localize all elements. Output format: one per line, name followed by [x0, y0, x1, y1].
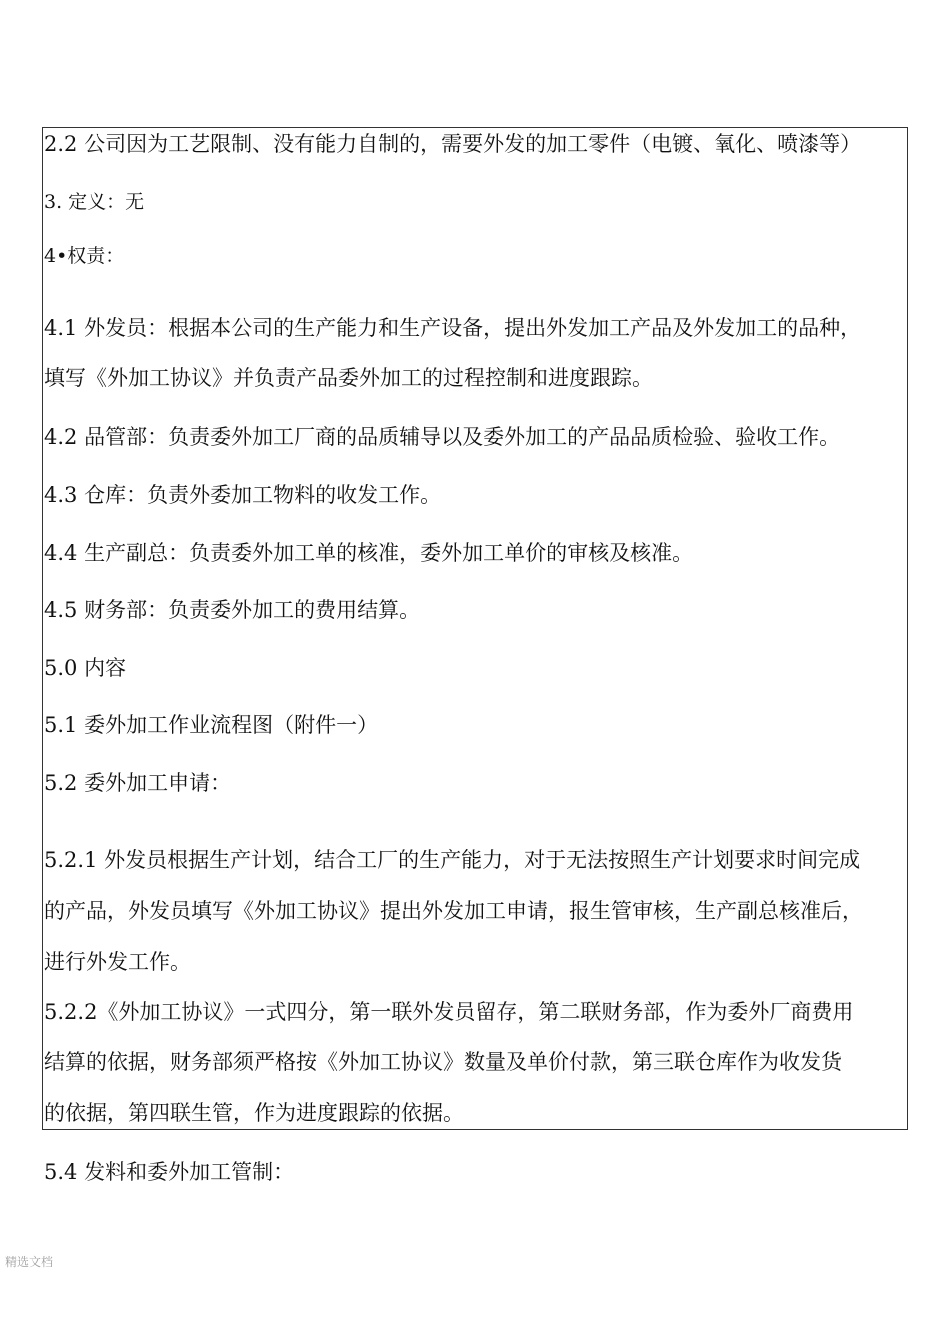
- clause-2-2: 2.2 公司因为工艺限制、没有能力自制的，需要外发的加工零件（电镀、氧化、喷漆等）: [44, 132, 862, 156]
- clause-4-2: 4.2 品管部：负责委外加工厂商的品质辅导以及委外加工的产品品质检验、验收工作。: [44, 425, 841, 449]
- clause-5-1: 5.1 委外加工作业流程图（附件一）: [44, 713, 379, 737]
- clause-5-2-2-line-1: 5.2.2《外加工协议》一式四分，第一联外发员留存，第二联财务部，作为委外厂商费用: [44, 1000, 854, 1024]
- clause-5-0: 5.0 内容: [44, 656, 127, 680]
- clause-5-2-1-line-1: 5.2.1 外发员根据生产计划，结合工厂的生产能力，对于无法按照生产计划要求时间完成: [44, 848, 861, 872]
- clause-3-definition: 3. 定义：无: [44, 191, 145, 213]
- clause-4-heading: 4•权责：: [44, 245, 125, 267]
- clause-4-5: 4.5 财务部：负责委外加工的费用结算。: [44, 598, 421, 622]
- clause-4-3: 4.3 仓库：负责外委加工物料的收发工作。: [44, 483, 442, 507]
- clause-5-2-2-line-3: 的依据，第四联生管，作为进度跟踪的依据。: [44, 1101, 464, 1125]
- clause-5-2-2-line-2: 结算的依据，财务部须严格按《外加工协议》数量及单价付款，第三联仓库作为收发货: [44, 1050, 842, 1074]
- clause-5-2-1-line-2: 的产品，外发员填写《外加工协议》提出外发加工申请，报生管审核，生产副总核准后，: [44, 899, 863, 923]
- clause-5-2: 5.2 委外加工申请：: [44, 771, 232, 795]
- footer-watermark-note: 精选文档: [5, 1255, 54, 1269]
- document-frame: [42, 127, 908, 1130]
- clause-5-4: 5.4 发料和委外加工管制：: [44, 1160, 295, 1184]
- clause-5-2-1-line-3: 进行外发工作。: [44, 950, 191, 974]
- clause-4-4: 4.4 生产副总：负责委外加工单的核准，委外加工单价的审核及核准。: [44, 541, 694, 565]
- clause-4-1-line-2: 填写《外加工协议》并负责产品委外加工的过程控制和进度跟踪。: [44, 366, 653, 390]
- clause-4-1-line-1: 4.1 外发员：根据本公司的生产能力和生产设备，提出外发加工产品及外发加工的品种，: [44, 316, 862, 340]
